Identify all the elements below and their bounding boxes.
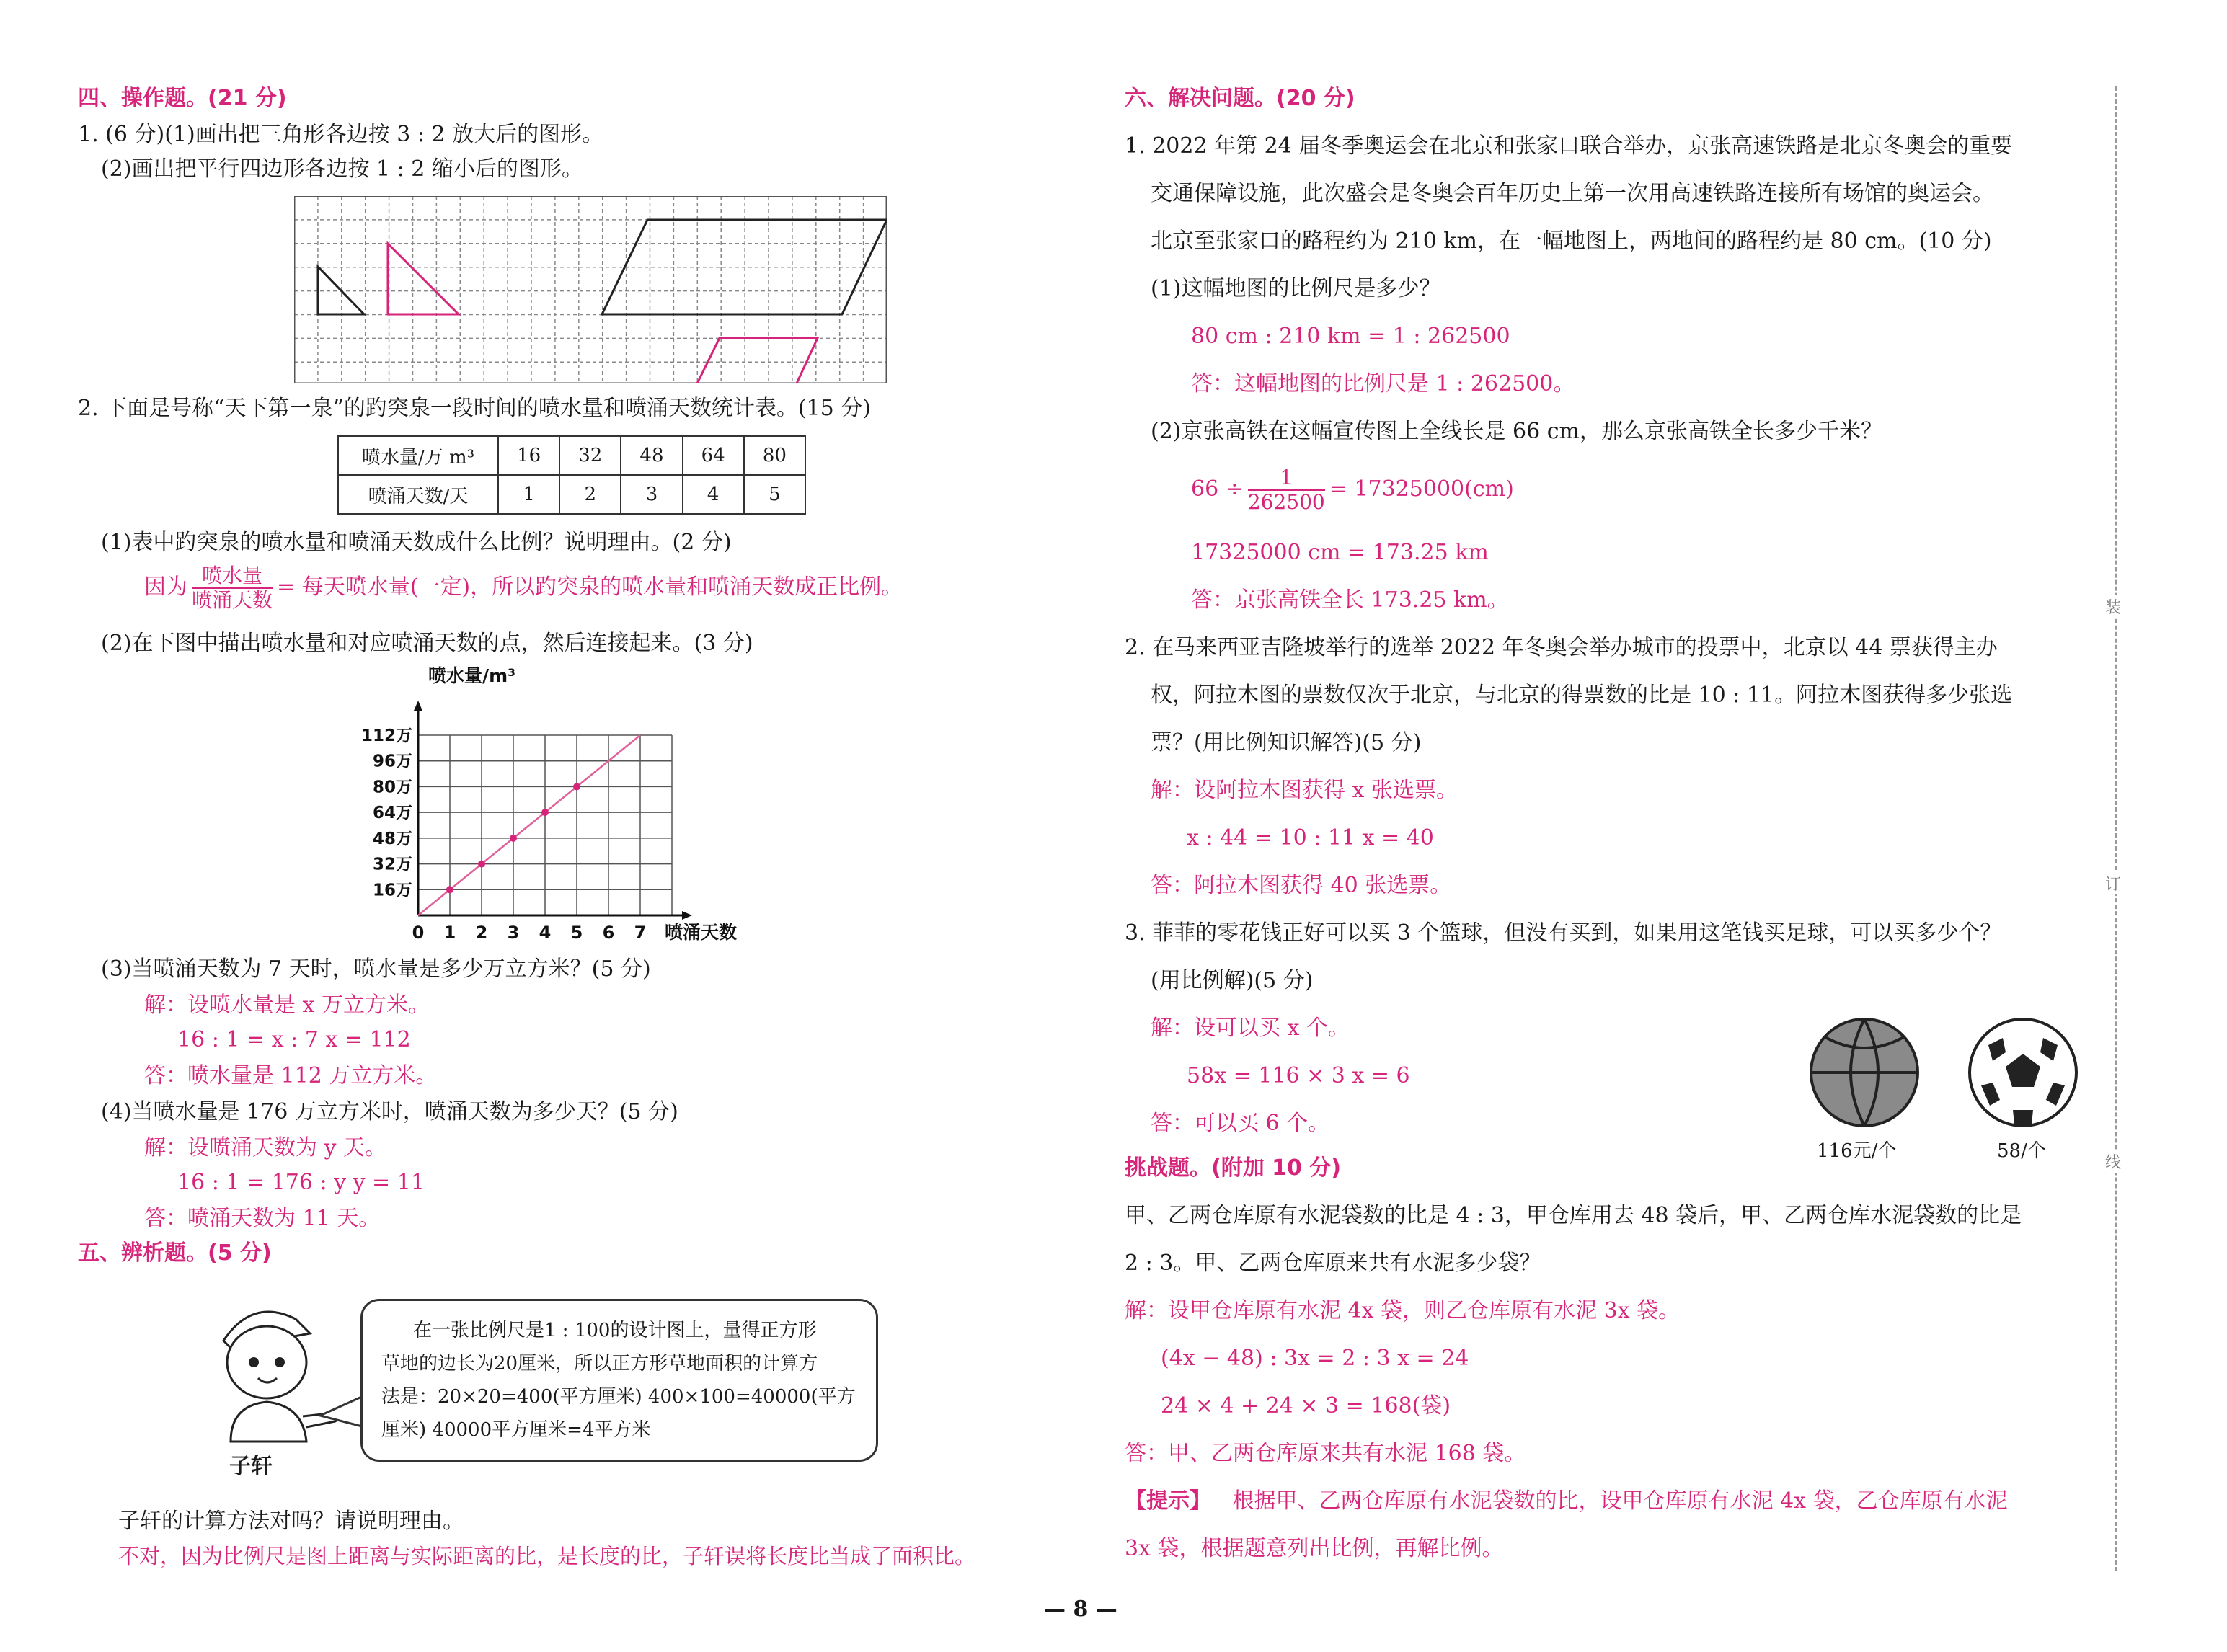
r-question-3-answer-3: 答：可以买 6 个。 <box>1151 1111 1330 1136</box>
r-question-1-1-answer-2: 答：这幅地图的比例尺是 1 : 262500。 <box>1191 371 1575 396</box>
reduced-parallelogram <box>696 338 818 383</box>
section-5-title: 五、辨析题。(5 分) <box>78 1240 272 1266</box>
hint-text-1: 根据甲、乙两仓库原有水泥袋数的比，设甲仓库原有水泥 4x 袋，乙仓库原有水泥 <box>1232 1488 2008 1514</box>
binding-char: 订 <box>2105 872 2121 894</box>
fraction-numerator: 1 <box>1248 466 1325 491</box>
table-row <box>338 436 805 475</box>
x-tick-label: 0 <box>412 923 425 943</box>
data-point <box>541 809 549 816</box>
y-tick-label: 96万 <box>372 752 412 771</box>
y-tick-label: 64万 <box>372 804 412 823</box>
soccer-ball-icon <box>1967 1016 2079 1129</box>
answer-prefix: 66 ÷ <box>1191 476 1244 502</box>
x-tick-label: 1 <box>443 923 456 943</box>
data-point <box>446 886 453 893</box>
x-tick-label: 3 <box>507 923 520 943</box>
answer-prefix: 因为 <box>144 574 187 600</box>
question-2-4: (4)当喷水量是 176 万立方米时，喷涌天数为多少天？(5 分) <box>101 1099 678 1124</box>
binding-char: 线 <box>2105 1150 2121 1173</box>
drawing-grid <box>294 196 887 383</box>
data-point <box>573 783 580 790</box>
bubble-line-2: 草地的边长为20厘米，所以正方形草地面积的计算方 <box>381 1353 818 1375</box>
section-6-title: 六、解决问题。(20 分) <box>1125 86 1355 111</box>
fraction-numerator: 喷水量 <box>192 564 273 589</box>
question-2-3-answer-1: 解：设喷水量是 x 万立方米。 <box>144 992 430 1018</box>
bubble-line-4: 厘米) 40000平方厘米=4平方米 <box>381 1419 651 1441</box>
question-2-4-answer-1: 解：设喷涌天数为 y 天。 <box>144 1135 387 1160</box>
answer-suffix: = 17325000(cm) <box>1329 476 1514 502</box>
r-question-1-2: (2)京张高铁在这幅宣传图上全线长是 66 cm，那么京张高铁全长多少千米？ <box>1151 419 1882 444</box>
y-tick-label: 112万 <box>360 727 412 745</box>
r-question-1-2-answer-1 <box>1191 464 1514 515</box>
r-question-1-2-answer-2: 17325000 cm = 173.25 km <box>1191 540 1489 565</box>
r-question-3-answer-1: 解：设可以买 x 个。 <box>1151 1016 1350 1041</box>
hint-line-1 <box>1125 1488 2008 1515</box>
y-tick-label: 32万 <box>372 855 412 874</box>
enlarged-triangle <box>388 244 459 314</box>
section-5-answer: 不对，因为比例尺是图上距离与实际距离的比，是长度的比，子轩误将长度比当成了面积比。 <box>118 1544 976 1568</box>
x-tick-label: 7 <box>634 923 647 943</box>
table-cell: 48 <box>621 436 682 475</box>
r-question-2-answer-1: 解：设阿拉木图获得 x 张选票。 <box>1151 778 1458 803</box>
basketball-icon <box>1808 1016 1921 1129</box>
table-cell: 5 <box>744 475 805 514</box>
table-cell: 80 <box>744 436 805 475</box>
statistics-table <box>337 435 806 515</box>
section-4-title: 四、操作题。(21 分) <box>78 86 287 111</box>
table-row <box>338 475 805 514</box>
page-number: — 8 — <box>1044 1597 1117 1622</box>
r-question-1-1-answer-1: 80 cm : 210 km = 1 : 262500 <box>1191 324 1510 349</box>
table-cell: 64 <box>683 436 744 475</box>
challenge-answer-2: (4x − 48) : 3x = 2 : 3 x = 24 <box>1161 1346 1469 1371</box>
bubble-line-3: 法是：20×20=400(平方厘米) 400×100=40000(平方 <box>381 1386 856 1408</box>
hint-line-2: 3x 袋，根据题意列出比例，再解比例。 <box>1125 1536 1504 1561</box>
r-question-1-line-3: 北京至张家口的路程约为 210 km，在一幅地图上，两地间的路程约是 80 cm。(10 分) <box>1151 228 1992 254</box>
question-2-1: (1)表中趵突泉的喷水量和喷涌天数成什么比例？说明理由。(2 分) <box>101 530 732 555</box>
basketball-price: 116元/个 <box>1817 1140 1897 1162</box>
challenge-title: 挑战题。(附加 10 分) <box>1125 1155 1342 1181</box>
question-2-1-answer <box>144 562 903 613</box>
challenge-line-2: 2 : 3。甲、乙两仓库原来共有水泥多少袋？ <box>1125 1251 1541 1276</box>
line-chart <box>339 662 771 950</box>
r-question-3-answer-2: 58x = 116 × 3 x = 6 <box>1187 1063 1410 1088</box>
question-2-3: (3)当喷涌天数为 7 天时，喷水量是多少万立方米？(5 分) <box>101 956 651 982</box>
question-2-4-answer-2: 16 : 1 = 176 : y y = 11 <box>177 1170 425 1195</box>
question-2-4-answer-3: 答：喷涌天数为 11 天。 <box>144 1206 381 1231</box>
x-tick-label: 4 <box>539 923 552 943</box>
x-tick-label: 6 <box>602 923 615 943</box>
r-question-2-line-1: 2. 在马来西亚吉隆坡举行的选举 2022 年冬奥会举办城市的投票中，北京以 44 票获得主办 <box>1125 635 1998 660</box>
x-tick-label: 5 <box>570 923 583 943</box>
challenge-answer-1: 解：设甲仓库原有水泥 4x 袋，则乙仓库原有水泥 3x 袋。 <box>1125 1298 1681 1323</box>
challenge-answer-3: 24 × 4 + 24 × 3 = 168(袋) <box>1161 1393 1451 1418</box>
table-cell: 32 <box>559 436 621 475</box>
r-question-3-line-2: (用比例解)(5 分) <box>1151 968 1314 993</box>
table-cell: 4 <box>683 475 744 514</box>
bubble-line-1: 在一张比例尺是1 : 100的设计图上，量得正方形 <box>413 1320 817 1341</box>
section-5-question: 子轩的计算方法对吗？请说明理由。 <box>118 1509 464 1534</box>
binding-dashed-line <box>2115 86 2117 1571</box>
r-question-1-1: (1)这幅地图的比例尺是多少？ <box>1151 276 1441 301</box>
table-header-cell: 喷涌天数/天 <box>338 475 498 514</box>
r-question-1-line-2: 交通保障设施，此次盛会是冬奥会百年历史上第一次用高速铁路连接所有场馆的奥运会。 <box>1151 181 1994 206</box>
challenge-line-1: 甲、乙两仓库原有水泥袋数的比是 4 : 3，甲仓库用去 48 袋后，甲、乙两仓库水泥袋数的比是 <box>1125 1203 2022 1228</box>
table-cell: 1 <box>498 475 559 514</box>
r-question-2-line-3: 票？(用比例知识解答)(5 分) <box>1151 730 1422 755</box>
data-point <box>478 861 485 868</box>
r-question-2-line-2: 权，阿拉木图的票数仅次于北京，与北京的得票数的比是 10 : 11。阿拉木图获得多少张选 <box>1151 683 2013 708</box>
y-axis-label: 喷水量/m³ <box>428 665 516 686</box>
fraction-denominator: 262500 <box>1247 490 1325 514</box>
table-cell: 3 <box>621 475 682 514</box>
y-tick-label: 16万 <box>372 881 412 900</box>
r-question-1-line-1: 1. 2022 年第 24 届冬季奥运会在北京和张家口联合举办，京张高速铁路是北京冬奥会的重要 <box>1125 133 2013 159</box>
r-question-3-line-1: 3. 菲菲的零花钱正好可以买 3 个篮球，但没有买到，如果用这笔钱买足球，可以买多少个？ <box>1125 920 2002 946</box>
y-tick-label: 48万 <box>372 829 412 848</box>
r-question-1-2-answer-3: 答：京张高铁全长 173.25 km。 <box>1191 587 1509 613</box>
question-2-3-answer-2: 16 : 1 = x : 7 x = 112 <box>177 1027 411 1052</box>
fraction-denominator: 喷涌天数 <box>192 588 273 612</box>
table-cell: 2 <box>559 475 621 514</box>
soccer-ball-price: 58/个 <box>1997 1140 2046 1162</box>
table-cell: 16 <box>498 436 559 475</box>
y-tick-label: 80万 <box>372 778 412 797</box>
speech-bubble <box>360 1299 878 1462</box>
binding-char: 装 <box>2105 595 2121 618</box>
question-2-line: 2. 下面是号称“天下第一泉”的趵突泉一段时间的喷水量和喷涌天数统计表。(15 分) <box>78 396 871 421</box>
question-2-3-answer-3: 答：喷水量是 112 万立方米。 <box>144 1063 438 1088</box>
question-2-2: (2)在下图中描出喷水量和对应喷涌天数的点，然后连接起来。(3 分) <box>101 631 753 656</box>
original-triangle <box>318 267 364 314</box>
question-1-line-1: 1. (6 分)(1)画出把三角形各边按 3 : 2 放大后的图形。 <box>78 122 604 147</box>
question-1-line-2: (2)画出把平行四边形各边按 1 : 2 缩小后的图形。 <box>101 156 583 182</box>
challenge-answer-4: 答：甲、乙两仓库原来共有水泥 168 袋。 <box>1125 1441 1526 1466</box>
table-header-cell: 喷水量/万 m³ <box>338 436 498 475</box>
hint-label: 【提示】 <box>1125 1488 1211 1514</box>
r-question-2-answer-2: x : 44 = 10 : 11 x = 40 <box>1187 825 1434 851</box>
boy-name: 子轩 <box>229 1454 273 1479</box>
x-tick-label: 2 <box>475 923 488 943</box>
x-axis-label: 喷涌天数 <box>665 922 738 943</box>
data-point <box>510 835 517 842</box>
answer-suffix: = 每天喷水量(一定)，所以趵突泉的喷水量和喷涌天数成正比例。 <box>277 574 903 600</box>
r-question-2-answer-3: 答：阿拉木图获得 40 张选票。 <box>1151 873 1452 898</box>
